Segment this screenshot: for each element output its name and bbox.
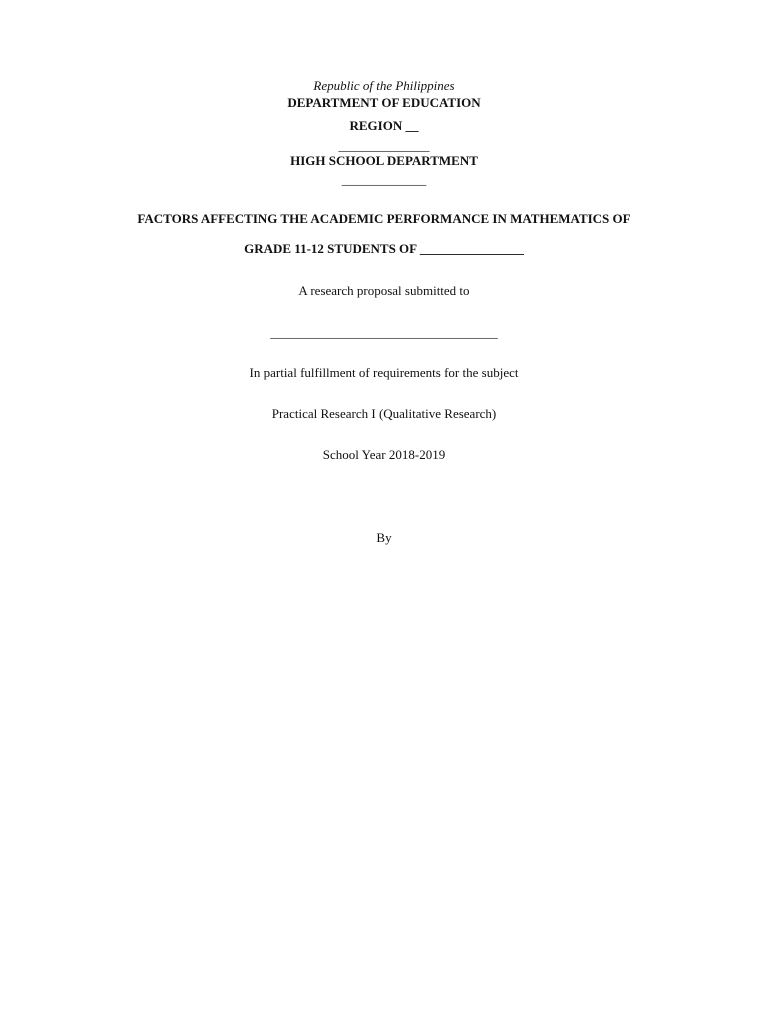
proposal-line: A research proposal submitted to <box>298 283 470 298</box>
department-line: DEPARTMENT OF EDUCATION <box>287 95 481 110</box>
title-line-2: GRADE 11-12 STUDENTS OF ________________ <box>244 241 524 256</box>
school-blank-line: _____________ <box>341 172 427 187</box>
region-blank-line: ______________ <box>338 138 430 153</box>
school-year-line: School Year 2018-2019 <box>322 447 446 462</box>
republic-line: Republic of the Philippines <box>313 78 455 93</box>
school-department-line: HIGH SCHOOL DEPARTMENT <box>290 153 478 168</box>
by-line: By <box>376 530 392 545</box>
region-line: REGION __ <box>349 118 419 133</box>
title-line-1: FACTORS AFFECTING THE ACADEMIC PERFORMANCE IN MATHEMATICS OF <box>137 211 631 226</box>
recipient-blank-line: ___________________________________ <box>270 325 498 340</box>
partial-fulfillment-line: In partial fulfillment of requirements for the subject <box>249 365 519 380</box>
subject-line: Practical Research I (Qualitative Research) <box>271 406 497 421</box>
